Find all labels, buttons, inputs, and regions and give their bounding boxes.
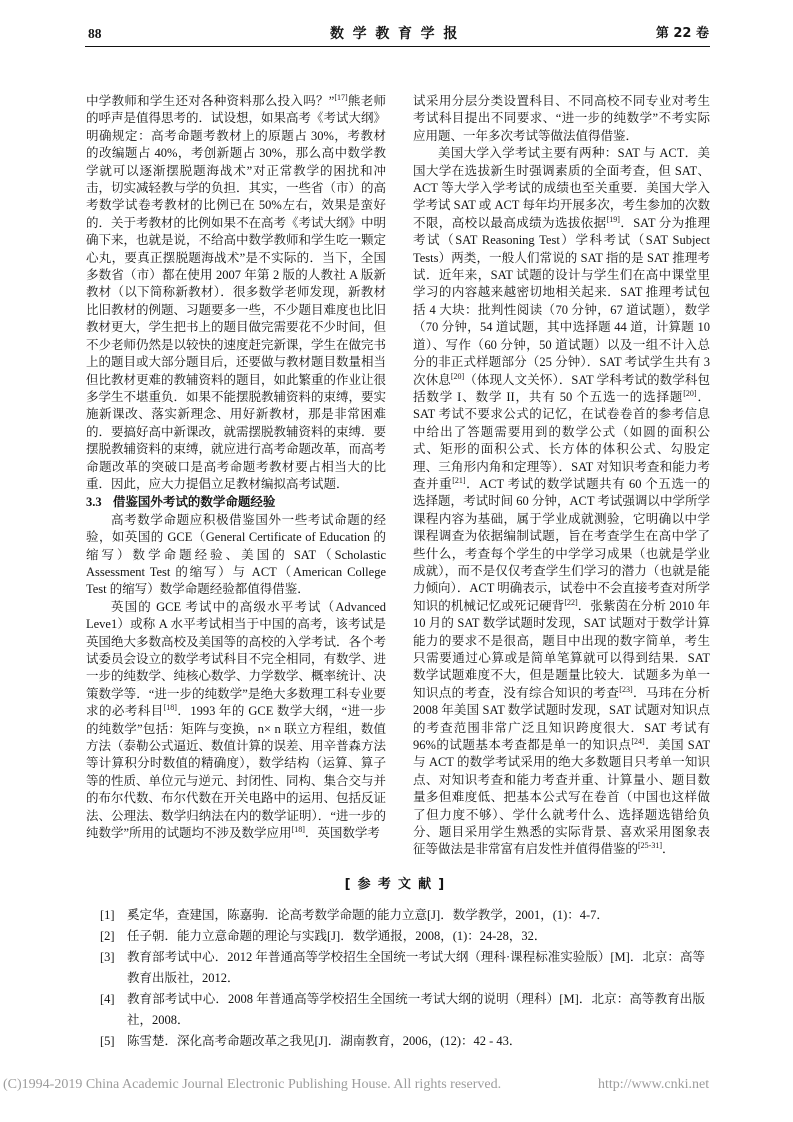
- reference-item: [100, 905, 710, 926]
- reference-number: [1]: [100, 907, 115, 922]
- references-heading: [参考文献]: [344, 876, 452, 892]
- paragraph-text: ．马玮在分析 2008 年美国 SAT 数学试题时发现，SAT 试题对知识点的考查范围非常广泛且知识跨度很大．SAT 考试有 96%的试题基本考查都是单一的知识点: [413, 685, 710, 753]
- citation-superscript: [22]: [564, 597, 578, 607]
- body-paragraph: [86, 93, 386, 493]
- citation-superscript: [20]: [683, 388, 697, 398]
- page-number: 88: [88, 26, 102, 41]
- reference-number: [4]: [100, 991, 115, 1006]
- paragraph-text: ．SAT 分为推理考试（SAT Reasoning Test）学科考试（SAT Subject Tests）两类，一般人们常说的 SAT 指的是 SAT 推理考试．近年来，SAT 试题的设计与学生们在高中课堂里学习的内容越来越密切地相关起来．SAT 推理考试包括 4 大块：批判性阅读（70 分钟，67 道试题），数学（70 分钟，54 道试题，其中选择题 44 道，计算题 10 道）、写作（60 分钟，50 道试题）以及一组不计入总分的非正式样题部分（25 分钟）．SAT 考试学生共有 3 次休息: [413, 215, 710, 387]
- paragraph-text: ．张紫茵在分析 2010 年 10 月的 SAT 数学试题时发现，SAT 试题对于数学计算能力的要求不是很高，题目中出现的数字简单，考生只需要通过心算或是简单笔算就可以得到结果．SAT 数学试题难度不大，但是题量比较大．试题多为单一知识点的考查，没有综合知识的考查: [413, 598, 710, 700]
- body-paragraph: [413, 145, 710, 859]
- body-column-left: [86, 93, 386, 842]
- volume-label: 第 22 卷: [655, 26, 709, 41]
- article-body: [86, 93, 710, 1052]
- paragraph-text: 熊老师的呼声是值得思考的．试设想，如果高考《考试大纲》明确规定：高考命题考教材上的原题占 30%，考教材的改编题占 40%，考创新题占 30%，那么高中数学教学就可以逐渐摆脱题海战术”对正常教学的困扰和冲击，切实减轻教与学的负担．其实，一些省（市）的高考数学试卷考教材的比例已在 50%左右，效果是蛮好的．关于考教材的比例如果不在高考《考试大纲》中明确下来，也就是说，不给高中数学教师和学生吃一颗定心丸，要真正摆脱题海战术”是不实际的．当下，全国多数省（市）都在使用 2007 年第 2 版的人教社 A 版新教材（以下简称新教材）．很多数学老师发现，新教材比旧教材的例题、习题要多一些，不少题目难度也比旧教材更大，学生把书上的题目做完需要花不少时间，但不少老师仍然是以较快的速度赶完新课，学生在做完书上的题目或大部分题目后，还要做与教材题目数量相当但比教材更难的教辅资料的题目，如此繁重的作业让很多学生不堪重负．如果不能摆脱教辅资料的束缚，要实施新课改、落实新理念、用好新教材，那是非常困难的．要搞好高中新课改，就需摆脱教辅资料的束缚．要摆脱教辅资料的束缚，就应进行高考命题改革，而高考命题改革的突破口是高考命题考教材要占相当大的比重．因此，应大力提倡立足教材编拟高考试题．: [86, 94, 387, 491]
- reference-item: [100, 989, 710, 1031]
- citation-superscript: [17]: [334, 93, 348, 102]
- citation-superscript: [18]: [163, 703, 177, 713]
- paragraph-text: 高考数学命题应积极借鉴国外一些考试命题的经验，如英国的 GCE（General Certificate of Education 的缩写）数学命题经验、美国的 SAT（Scholastic Assessment Test 的缩写）与 ACT（American College Test 的缩写）数学命题经验都值得借鉴．: [86, 512, 386, 597]
- citation-superscript: [18]: [291, 825, 305, 835]
- two-column-text: [86, 93, 710, 859]
- reference-number: [2]: [100, 928, 115, 943]
- reference-number: [5]: [100, 1033, 115, 1048]
- body-paragraph: [86, 599, 386, 843]
- header-rule: [85, 46, 710, 47]
- copyright-footer: (C)1994-2019 China Academic Journal Electronic Publishing House. All rights reserved.: [3, 1077, 502, 1092]
- paragraph-text: 中学教师和学生还对各种资料那么投入吗？”: [86, 94, 335, 108]
- reference-text: 奚定华，查建国，陈嘉驹．论高考数学命题的能力立意[J]．数学教学，2001，(1)：4-7．: [127, 907, 609, 922]
- citation-superscript: [21]: [452, 475, 466, 485]
- citation-superscript: [23]: [619, 684, 633, 694]
- paragraph-text: 美国大学入学考试主要有两种：SAT 与 ACT．美国大学在选拔新生时强调素质的全面考查，但 SAT、ACT 等大学入学考试的成绩也至关重要．美国大学入学考试 SAT 或 ACT 每年均开展多次，考生参加的次数不限，高校以最高成绩为选拔依据: [413, 146, 710, 230]
- reference-list: [100, 905, 710, 1052]
- reference-item: [100, 926, 710, 947]
- paragraph-text: ．1993 年的 GCE 数学大纲，“进一步的纯数学”包括：矩阵与变换，n× n 联立方程组，数值方法（泰勒公式逼近、数值计算的误差、用辛普森方法等计算积分时数值的精确度），数学结构（运算、算子等的性质、单位元与逆元、封闭性、同构、集合交与并的布尔代数、布尔代数在开关电路中的运用、包括反证法、公理法、数学归纳法在内的数学证明）．“进一步的纯数学”所用的试题均不涉及数学应用: [86, 704, 387, 841]
- citation-superscript: [20]: [450, 371, 465, 381]
- citation-superscript: [25-31]: [638, 841, 663, 851]
- paragraph-text: ．SAT 考试不要求公式的记忆，在试卷卷首的参考信息中给出了答题需要用到的数学公式（如圆的面积公式、矩形的面积公式、长方体的体积公式、勾股定理、三角形内角和定理等）．SAT 对知识考查和能力考查并重: [413, 389, 710, 491]
- citation-superscript: [24]: [631, 737, 645, 747]
- body-paragraph: [413, 93, 710, 145]
- paragraph-text: 英国的 GCE 考试中的高级水平考试（Advanced Leve1）或称 A 水平考试相当于中国的高考，该考试是英国绝大多数高校及美国等的高校的入学考试．各个考试委员会设立的数学考试科目不完全相同，有数学、进一步的纯数学、纯核心数学、力学数学、概率统计、决策数学等．“进一步的纯数学”是绝大多数理工科专业要求的必考科目: [86, 599, 387, 719]
- paragraph-text: ．ACT 考试的数学试题共有 60 个五选一的选择题，考试时间 60 分钟，ACT 考试强调以中学所学课程内容为基础，属于学业成就测验，它明确以中学课程调查为依据编制试题，旨在考查学生在高中学了些什么，考查每个学生的中学学习成果（也就是学业成就），而不是仅仅考查学生们学习的潜力（也就是能力倾向）．ACT 明确表示，试卷中不会直接考查对所学知识的机械记忆或死记硬背: [413, 476, 710, 613]
- paragraph-text: ．: [662, 842, 675, 857]
- citation-superscript: [19]: [606, 214, 620, 224]
- references-section: [86, 875, 710, 1052]
- reference-item: [100, 947, 710, 989]
- section-number: 3.3: [86, 495, 102, 510]
- paragraph-text: ．英国数学考: [304, 826, 380, 841]
- paragraph-text: 试采用分层分类设置科目、不同高校不同专业对考生考试科目提出不同要求、“进一步的纯数学”不考实际应用题、一年多次考试等做法值得借鉴．: [413, 94, 710, 143]
- section-title: 借鉴国外考试的数学命题经验: [112, 494, 276, 510]
- reference-text: 教育部考试中心．2012 年普通高等学校招生全国统一考试大纲（理科·课程标准实验版）[M]．北京：高等教育出版社，2012．: [127, 949, 705, 985]
- body-paragraph: [86, 512, 386, 599]
- reference-text: 陈雪楚．深化高考命题改革之我见[J]．湖南教育，2006，(12)：42 - 43．: [127, 1033, 522, 1048]
- journal-title: 数学教育学报: [329, 26, 467, 42]
- reference-text: 教育部考试中心．2008 年普通高等学校招生全国统一考试大纲的说明（理科）[M]．北京：高等教育出版社，2008．: [127, 991, 705, 1027]
- body-column-right: [413, 93, 710, 859]
- paragraph-text: （体现人文关怀）．SAT 学科考试的数学科包括数学 I、数学 II，共有 50 个五选一的选择题: [413, 372, 710, 404]
- footer-url: http://www.cnki.net: [598, 1077, 710, 1092]
- paragraph-text: ．美国 SAT 与 ACT 的数学考试采用的绝大多数题目只考单一知识点、对知识考查和能力考查并重、计算量小、题目数量多但难度低、把基本公式写在卷首（中国也这样做了但力度不够）、学什么就考什么、选择题选错给负分、题目采用学生熟悉的实际背景、喜欢采用图象表征等做法是非常富有启发性并值得借鉴的: [413, 738, 711, 857]
- reference-number: [3]: [100, 949, 115, 964]
- section-heading: [86, 493, 386, 511]
- reference-text: 任子朝．能力立意命题的理论与实践[J]．数学通报，2008，(1)：24-28，32．: [127, 928, 547, 943]
- reference-item: [100, 1031, 710, 1052]
